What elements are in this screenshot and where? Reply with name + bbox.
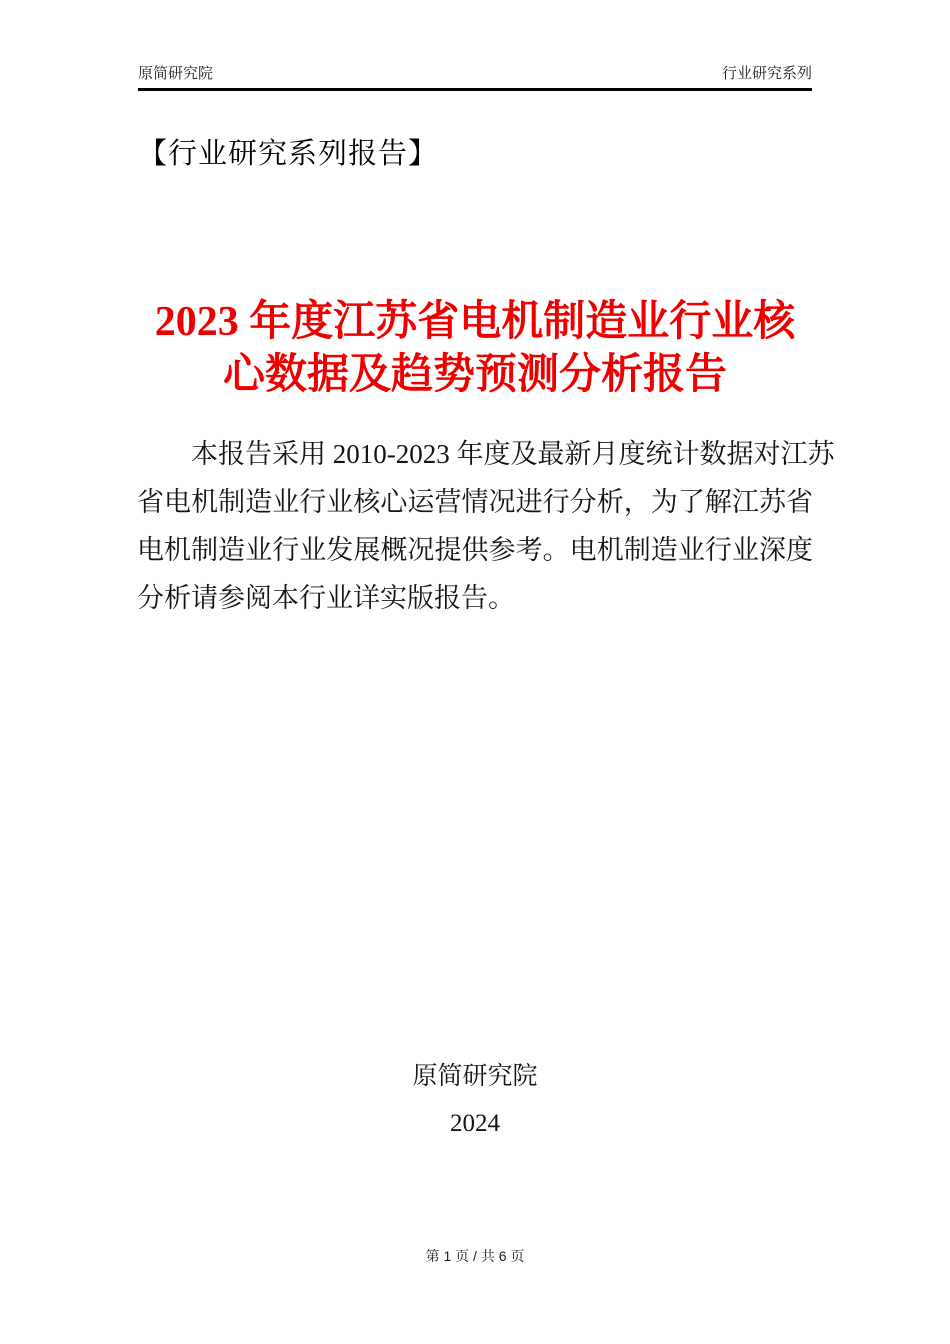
intro-line: 电机制造业行业发展概况提供参考。电机制造业行业深度 xyxy=(137,535,813,565)
report-title-line-2: 心数据及趋势预测分析报告 xyxy=(222,352,727,398)
publication-year: 2024 xyxy=(450,1110,500,1137)
intro-line: 省电机制造业行业核心运营情况进行分析，为了解江苏省 xyxy=(137,487,813,517)
intro-line: 分析请参阅本行业详实版报告。 xyxy=(137,583,515,613)
intro-paragraph xyxy=(137,430,835,622)
page-number-label: 第 1 页 / 共 6 页 xyxy=(425,1248,525,1264)
publisher-name: 原简研究院 xyxy=(412,1063,538,1090)
report-title xyxy=(68,296,882,402)
series-tag-heading: 【行业研究系列报告】 xyxy=(138,138,439,170)
report-title-line-1: 2023 年度江苏省电机制造业行业核 xyxy=(154,299,796,345)
header-publisher-text: 原简研究院 xyxy=(138,65,214,82)
intro-line: 本报告采用 2010-2023 年度及最新月度统计数据对江苏 xyxy=(191,439,835,469)
header-series-text: 行业研究系列 xyxy=(721,65,812,82)
page-header xyxy=(138,64,812,91)
